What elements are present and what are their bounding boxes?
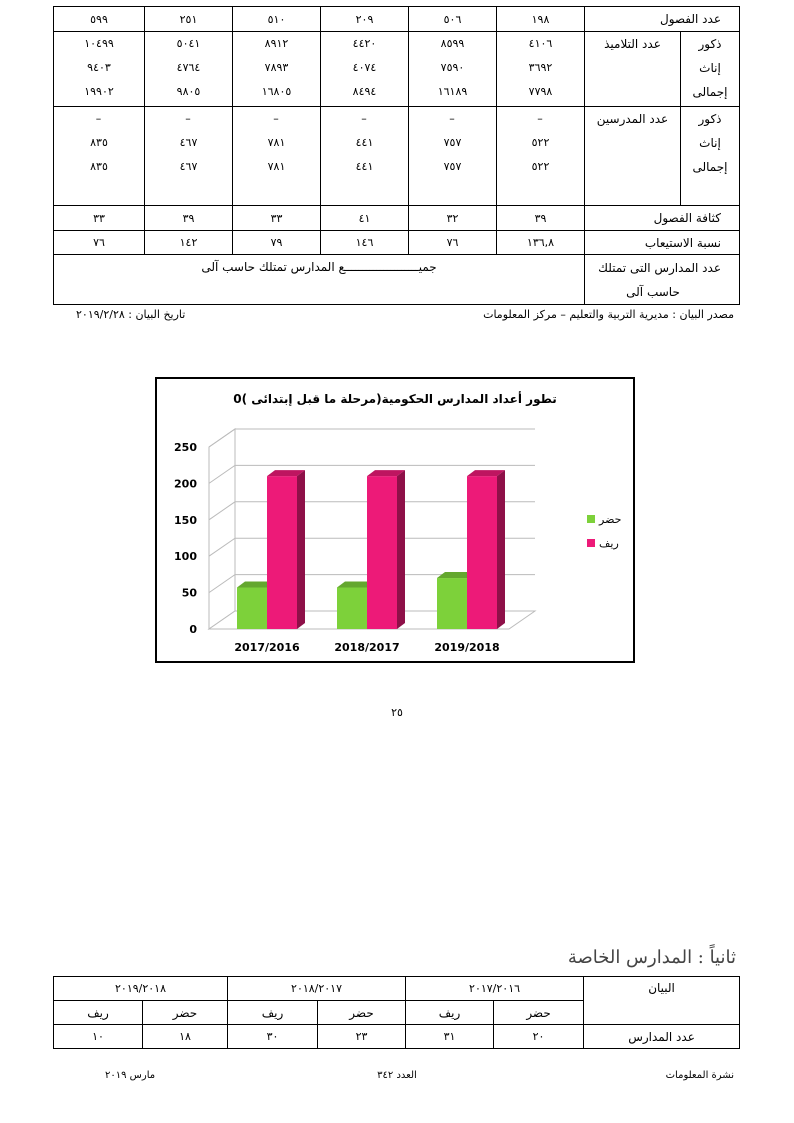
subheader: حضر — [143, 1001, 228, 1025]
cell: ٨٣٥ — [90, 136, 108, 149]
computers-label-line1: عدد المدارس التى تمتلك — [598, 260, 721, 275]
cell: ٤٧٦٤ — [176, 61, 201, 74]
subheader: ريف — [54, 1001, 143, 1025]
density-row — [54, 206, 740, 231]
sublabel-total: إجمالى — [692, 85, 728, 99]
cell: ٣٢ — [409, 206, 497, 231]
cell: ٢٣ — [318, 1025, 406, 1049]
legend-swatch — [587, 539, 595, 547]
cell: – — [185, 112, 192, 125]
footer-left: مارس ٢٠١٩ — [105, 1070, 156, 1081]
students-label: عدد التلاميذ — [604, 37, 661, 51]
cell: ٩٤٠٣ — [87, 61, 111, 74]
subheader: ريف — [406, 1001, 494, 1025]
bar-urban — [437, 578, 467, 629]
teachers-label: عدد المدرسين — [596, 112, 669, 126]
chart-frame — [155, 377, 635, 663]
cell: – — [361, 112, 368, 125]
absorption-label: نسبة الاستيعاب — [585, 231, 740, 255]
sublabel-male: ذكور — [698, 112, 722, 126]
absorption-row — [54, 231, 740, 255]
cell: ٧٥٧ — [443, 160, 462, 173]
classes-label: عدد الفصول — [585, 7, 740, 32]
cell: ٢٥١ — [145, 7, 233, 32]
cell: ٨٤٩٤ — [352, 85, 377, 98]
y-tick-label: 250 — [174, 441, 197, 454]
students-row — [54, 32, 740, 107]
cell: ٤٤٢٠ — [352, 37, 377, 50]
bar-side — [297, 470, 305, 629]
cell: – — [537, 112, 544, 125]
students-col — [54, 32, 145, 107]
footer-center: العدد ٣٤٢ — [377, 1070, 417, 1081]
cell: ٤٠٧٤ — [352, 61, 377, 74]
cell: ٧٨٩٣ — [264, 61, 289, 74]
bar-chart — [157, 379, 633, 661]
legend-swatch — [587, 515, 595, 523]
sublabel-male: ذكور — [698, 37, 722, 51]
students-col — [497, 32, 585, 107]
schools-stats-table — [53, 6, 740, 305]
cell: ٧٥٧ — [443, 136, 462, 149]
bar-side — [497, 470, 505, 629]
cell: ٧٨١ — [267, 160, 286, 173]
computers-label — [585, 255, 740, 305]
cell: ١٠ — [54, 1025, 143, 1049]
year-header: ٢٠١٩/٢٠١٨ — [54, 977, 228, 1001]
footer-right: نشرة المعلومات — [665, 1070, 734, 1081]
cell: ١٦٨٠٥ — [261, 85, 292, 98]
cell: ٢٠ — [494, 1025, 584, 1049]
cell: ٨٣٥ — [90, 160, 108, 173]
private-schools-table — [53, 976, 740, 1049]
students-col — [233, 32, 321, 107]
computers-value: جميـــــــــــــــــــــع المدارس تمتلك حاسب آلى — [54, 255, 585, 305]
page-number: ٢٥ — [391, 706, 403, 719]
y-tick-label: 50 — [181, 586, 197, 600]
x-tick-label: 2017/2016 — [234, 641, 300, 654]
cell: ٧٦ — [54, 231, 145, 255]
students-col — [321, 32, 409, 107]
cell: ٩٨٠٥ — [176, 85, 201, 98]
cell: ٥٢٢ — [531, 136, 550, 149]
cell: ٣٣ — [233, 206, 321, 231]
source-note: مصدر البيان : مديرية التربية والتعليم – مركز المعلومات — [483, 308, 734, 321]
cell: ٤٦٧ — [179, 136, 198, 149]
cell: ٥٩٩ — [54, 7, 145, 32]
date-note: تاريخ البيان : ٢٠١٩/٢/٢٨ — [76, 308, 186, 321]
cell: – — [273, 112, 280, 125]
cell: ٣٠ — [228, 1025, 318, 1049]
y-tick-label: 0 — [189, 623, 197, 636]
density-label: كثافة الفصول — [585, 206, 740, 231]
y-tick-label: 100 — [174, 550, 197, 564]
cell: – — [449, 112, 456, 125]
legend-label: حضر — [599, 513, 622, 526]
x-tick-label: 2018/2017 — [334, 641, 400, 654]
cell: ٢٠٩ — [321, 7, 409, 32]
cell: ١٣٦,٨ — [497, 231, 585, 255]
cell: ١٩٩٠٢ — [84, 85, 114, 98]
chart-side-wall — [209, 429, 235, 629]
cell: ٣٣ — [54, 206, 145, 231]
students-label-cell — [585, 32, 740, 107]
cell: ١٦١٨٩ — [437, 85, 468, 98]
subheader: ريف — [228, 1001, 318, 1025]
cell: ٨٩١٢ — [264, 37, 289, 50]
teachers-col — [409, 107, 497, 206]
cell: ٧٨١ — [267, 136, 286, 149]
y-tick-label: 200 — [174, 477, 197, 491]
bar-rural — [367, 476, 397, 629]
bar-urban — [337, 588, 367, 629]
students-col — [409, 32, 497, 107]
row-label: عدد المدارس — [584, 1025, 740, 1049]
cell: ٤١ — [321, 206, 409, 231]
cell: ٧٧٩٨ — [528, 85, 553, 98]
year-header: ٢٠١٧/٢٠١٦ — [406, 977, 584, 1001]
computers-row — [54, 255, 740, 305]
bar-side — [397, 470, 405, 629]
cell: ٧٦ — [409, 231, 497, 255]
cell: ١٨ — [143, 1025, 228, 1049]
legend-label: ريف — [599, 537, 619, 550]
cell: ٧٥٩٠ — [440, 61, 465, 74]
classes-row — [54, 7, 740, 32]
cell: – — [95, 112, 103, 125]
cell: ٨٥٩٩ — [440, 37, 465, 50]
cell: ٤١٠٦ — [528, 37, 553, 50]
computers-label-line2: حاسب آلى — [626, 284, 680, 299]
year-header: ٢٠١٨/٢٠١٧ — [228, 977, 406, 1001]
bar-urban — [237, 588, 267, 629]
cell: ٤٤١ — [355, 160, 374, 173]
bar-rural — [267, 476, 297, 629]
subheader: حضر — [494, 1001, 584, 1025]
gridline — [209, 429, 535, 447]
cell: ٣١ — [406, 1025, 494, 1049]
cell: ١٤٦ — [321, 231, 409, 255]
cell: ٥٠٤١ — [176, 37, 201, 50]
teachers-col — [321, 107, 409, 206]
cell: ٥٠٦ — [409, 7, 497, 32]
chart-title: تطور أعداد المدارس الحكومية(مرحلة ما قبل إبتدائى )0 — [233, 392, 557, 406]
cell: ١٠٤٩٩ — [84, 37, 114, 50]
cell: ١٩٨ — [497, 7, 585, 32]
cell: ٥١٠ — [233, 7, 321, 32]
cell: ١٤٢ — [145, 231, 233, 255]
teachers-col — [54, 107, 145, 206]
cell: ٥٢٢ — [531, 160, 550, 173]
teachers-col — [145, 107, 233, 206]
teachers-label-cell — [585, 107, 740, 206]
cell: ٣٦٩٢ — [528, 61, 553, 74]
bar-rural — [467, 476, 497, 629]
schools-count-row — [54, 1025, 740, 1049]
header-label: البيان — [584, 977, 740, 1025]
sublabel-female: إناث — [699, 61, 721, 75]
cell: ٤٤١ — [355, 136, 374, 149]
cell: ٣٩ — [497, 206, 585, 231]
teachers-col — [497, 107, 585, 206]
y-tick-label: 150 — [174, 513, 197, 527]
cell: ٣٩ — [145, 206, 233, 231]
years-header-row — [54, 977, 740, 1001]
teachers-col — [233, 107, 321, 206]
cell: ٧٩ — [233, 231, 321, 255]
sublabel-total: إجمالى — [692, 160, 728, 174]
x-tick-label: 2019/2018 — [434, 641, 500, 654]
section-title: ثانياً : المدارس الخاصة — [567, 947, 736, 968]
subheader: حضر — [318, 1001, 406, 1025]
sublabel-female: إناث — [699, 136, 721, 150]
teachers-row — [54, 107, 740, 206]
cell: ٤٦٧ — [179, 160, 198, 173]
students-col — [145, 32, 233, 107]
